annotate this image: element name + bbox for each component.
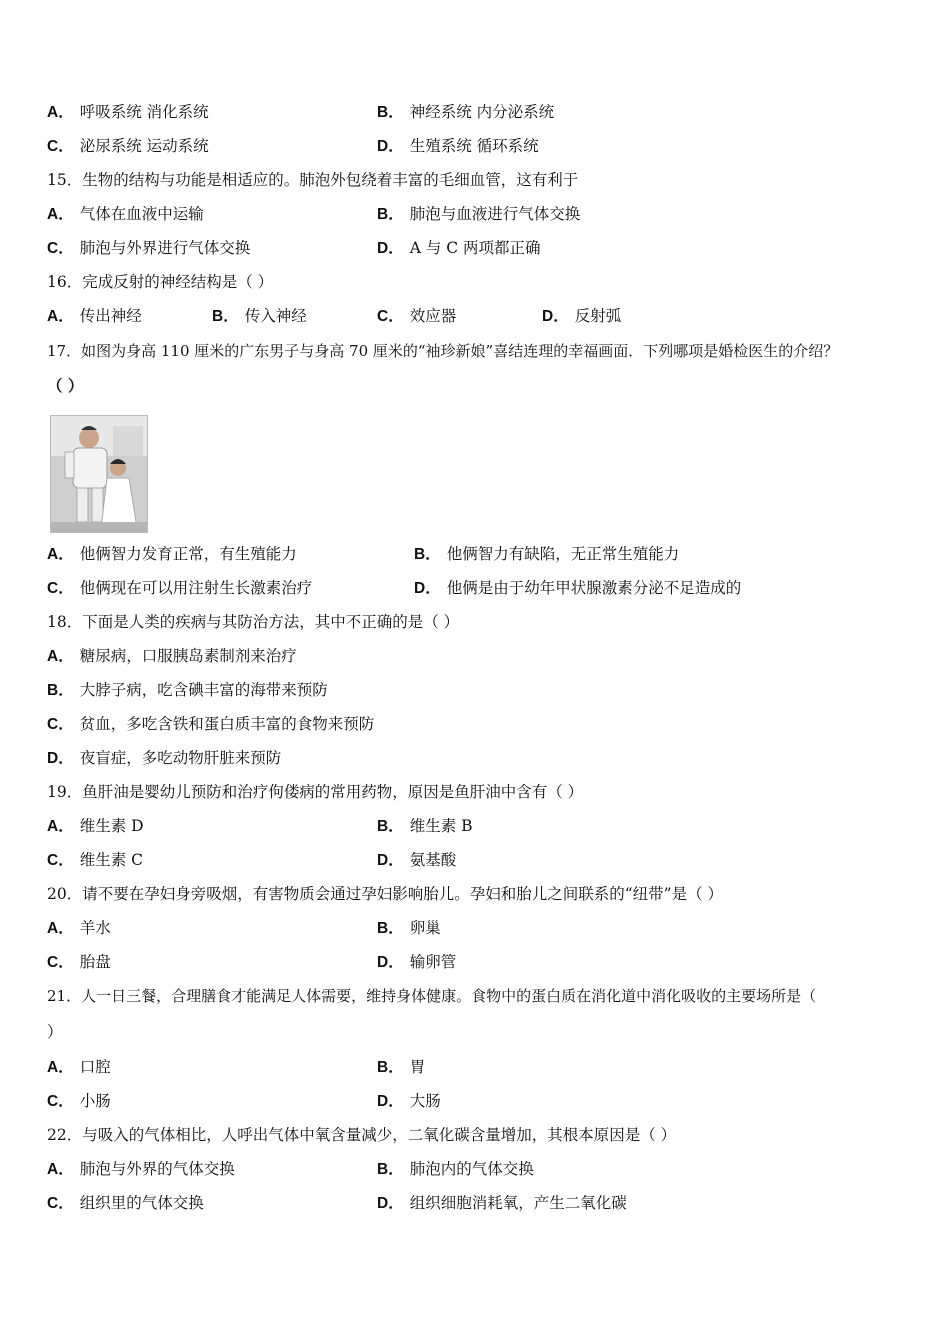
option-label: D． xyxy=(414,580,441,597)
q16-option-d xyxy=(542,306,621,327)
q15-option-c xyxy=(47,238,250,259)
q19-option-c xyxy=(47,850,143,871)
option-text: 贫血，多吃含铁和蛋白质丰富的食物来预防 xyxy=(79,715,375,733)
option-label: B． xyxy=(377,104,404,121)
option-text: 胎盘 xyxy=(79,953,111,971)
q19-option-a xyxy=(47,816,144,837)
option-label: B． xyxy=(47,682,74,699)
option-text: 他俩现在可以用注射生长激素治疗 xyxy=(79,579,313,597)
q16-option-b xyxy=(212,306,307,327)
q17-option-c xyxy=(47,578,312,599)
option-text: 卵巢 xyxy=(409,919,441,937)
wedding-photo xyxy=(50,415,148,533)
option-label: A． xyxy=(47,920,74,937)
option-label: C． xyxy=(47,138,74,155)
option-label: C． xyxy=(47,852,74,869)
option-label: C． xyxy=(47,954,74,971)
q21-option-b xyxy=(377,1057,425,1078)
q20-option-d xyxy=(377,952,456,973)
option-text: 肺泡与外界的气体交换 xyxy=(79,1160,235,1178)
option-label: A． xyxy=(47,546,74,563)
option-text: 大脖子病，吃含碘丰富的海带来预防 xyxy=(79,681,328,699)
option-text: 肺泡内的气体交换 xyxy=(409,1160,534,1178)
option-label: C． xyxy=(47,716,74,733)
option-text: 呼吸系统 消化系统 xyxy=(79,103,209,121)
q18-stem: 18．下面是人类的疾病与其防治方法，其中不正确的是（ ） xyxy=(47,613,460,631)
option-text: 小肠 xyxy=(79,1092,111,1110)
q21-option-d xyxy=(377,1091,441,1112)
q18-option-a xyxy=(47,646,297,667)
q18-option-b xyxy=(47,680,328,701)
q17-stem: 17．如图为身高 110 厘米的广东男子与身高 70 厘米的“袖珍新娘”喜结连理的幸福画面．下列哪项是婚检医生的介绍？ xyxy=(47,342,839,360)
q14-option-a xyxy=(47,102,209,123)
q18-option-c xyxy=(47,714,374,735)
option-text: 组织里的气体交换 xyxy=(79,1194,204,1212)
option-text: 他俩智力发育正常，有生殖能力 xyxy=(79,545,297,563)
option-text: 氨基酸 xyxy=(409,851,457,869)
option-text: 传入神经 xyxy=(244,307,307,325)
q16-stem: 16．完成反射的神经结构是（ ） xyxy=(47,273,274,291)
option-text: 肺泡与血液进行气体交换 xyxy=(409,205,581,223)
option-text: 维生素 C xyxy=(79,851,143,869)
option-label: D． xyxy=(542,308,569,325)
q21-option-a xyxy=(47,1057,111,1078)
q19-option-d xyxy=(377,850,456,871)
option-label: A． xyxy=(47,818,74,835)
option-label: B． xyxy=(377,818,404,835)
q15-stem: 15．生物的结构与功能是相适应的。肺泡外包绕着丰富的毛细血管，这有利于 xyxy=(47,171,579,189)
option-label: D． xyxy=(377,138,404,155)
option-label: C． xyxy=(47,1093,74,1110)
option-text: A 与 C 两项都正确 xyxy=(409,239,541,257)
q22-option-a xyxy=(47,1159,235,1180)
q22-option-d xyxy=(377,1193,627,1214)
q21-option-c xyxy=(47,1091,111,1112)
option-label: B． xyxy=(212,308,239,325)
option-text: 他俩智力有缺陷，无正常生殖能力 xyxy=(446,545,680,563)
q15-option-b xyxy=(377,204,580,225)
option-label: A． xyxy=(47,104,74,121)
q17-option-b xyxy=(414,544,679,565)
option-text: 胃 xyxy=(409,1058,426,1076)
option-text: 传出神经 xyxy=(79,307,142,325)
q14-option-c xyxy=(47,136,209,157)
option-text: 维生素 D xyxy=(79,817,144,835)
option-text: 大肠 xyxy=(409,1092,441,1110)
option-text: 组织细胞消耗氧，产生二氧化碳 xyxy=(409,1194,627,1212)
option-label: C． xyxy=(47,1195,74,1212)
option-text: 肺泡与外界进行气体交换 xyxy=(79,239,251,257)
option-text: 神经系统 内分泌系统 xyxy=(409,103,555,121)
option-text: 输卵管 xyxy=(409,953,457,971)
q19-stem: 19．鱼肝油是婴幼儿预防和治疗佝偻病的常用药物，原因是鱼肝油中含有（ ） xyxy=(47,783,584,801)
option-label: D． xyxy=(377,954,404,971)
option-label: C． xyxy=(47,580,74,597)
option-text: 维生素 B xyxy=(409,817,473,835)
option-label: B． xyxy=(377,1161,404,1178)
option-text: 夜盲症，多吃动物肝脏来预防 xyxy=(79,749,282,767)
q15-option-d xyxy=(377,238,541,259)
option-text: 口腔 xyxy=(79,1058,111,1076)
q22-stem: 22．与吸入的气体相比，人呼出气体中氧含量减少，二氧化碳含量增加，其根本原因是（ ） xyxy=(47,1126,677,1144)
option-label: A． xyxy=(47,648,74,665)
q17-option-d xyxy=(414,578,741,599)
option-text: 泌尿系统 运动系统 xyxy=(79,137,209,155)
q20-option-a xyxy=(47,918,111,939)
q16-option-a xyxy=(47,306,142,327)
q15-option-a xyxy=(47,204,204,225)
option-label: D． xyxy=(47,750,74,767)
option-label: D． xyxy=(377,852,404,869)
q22-option-c xyxy=(47,1193,204,1214)
q21-stem-paren: ） xyxy=(47,1023,63,1041)
option-label: A． xyxy=(47,206,74,223)
option-label: A． xyxy=(47,1059,74,1076)
q14-option-d xyxy=(377,136,539,157)
q20-option-b xyxy=(377,918,441,939)
option-text: 糖尿病，口服胰岛素制剂来治疗 xyxy=(79,647,297,665)
option-text: 他俩是由于幼年甲状腺激素分泌不足造成的 xyxy=(446,579,742,597)
q21-stem: 21．人一日三餐，合理膳食才能满足人体需要，维持身体健康。食物中的蛋白质在消化道中消化吸收的主要场所是（ xyxy=(47,987,817,1005)
option-label: A． xyxy=(47,308,74,325)
q18-option-d xyxy=(47,748,281,769)
q20-stem: 20．请不要在孕妇身旁吸烟，有害物质会通过孕妇影响胎儿。孕妇和胎儿之间联系的“纽带”是（ ） xyxy=(47,885,724,903)
option-label: C． xyxy=(47,240,74,257)
option-label: B． xyxy=(377,920,404,937)
option-label: D． xyxy=(377,1093,404,1110)
q22-option-b xyxy=(377,1159,534,1180)
option-text: 效应器 xyxy=(409,307,457,325)
option-label: C． xyxy=(377,308,404,325)
option-label: A． xyxy=(47,1161,74,1178)
q19-option-b xyxy=(377,816,473,837)
option-label: D． xyxy=(377,1195,404,1212)
option-label: B． xyxy=(377,1059,404,1076)
option-text: 反射弧 xyxy=(574,307,622,325)
option-label: D． xyxy=(377,240,404,257)
q14-option-b xyxy=(377,102,554,123)
q20-option-c xyxy=(47,952,111,973)
option-text: 气体在血液中运输 xyxy=(79,205,204,223)
option-label: B． xyxy=(414,546,441,563)
q17-option-a xyxy=(47,544,297,565)
option-label: B． xyxy=(377,206,404,223)
q16-option-c xyxy=(377,306,456,327)
q17-stem-paren: （ ） xyxy=(47,376,84,395)
option-text: 生殖系统 循环系统 xyxy=(409,137,539,155)
option-text: 羊水 xyxy=(79,919,111,937)
couple-photo-illustration xyxy=(51,416,147,532)
